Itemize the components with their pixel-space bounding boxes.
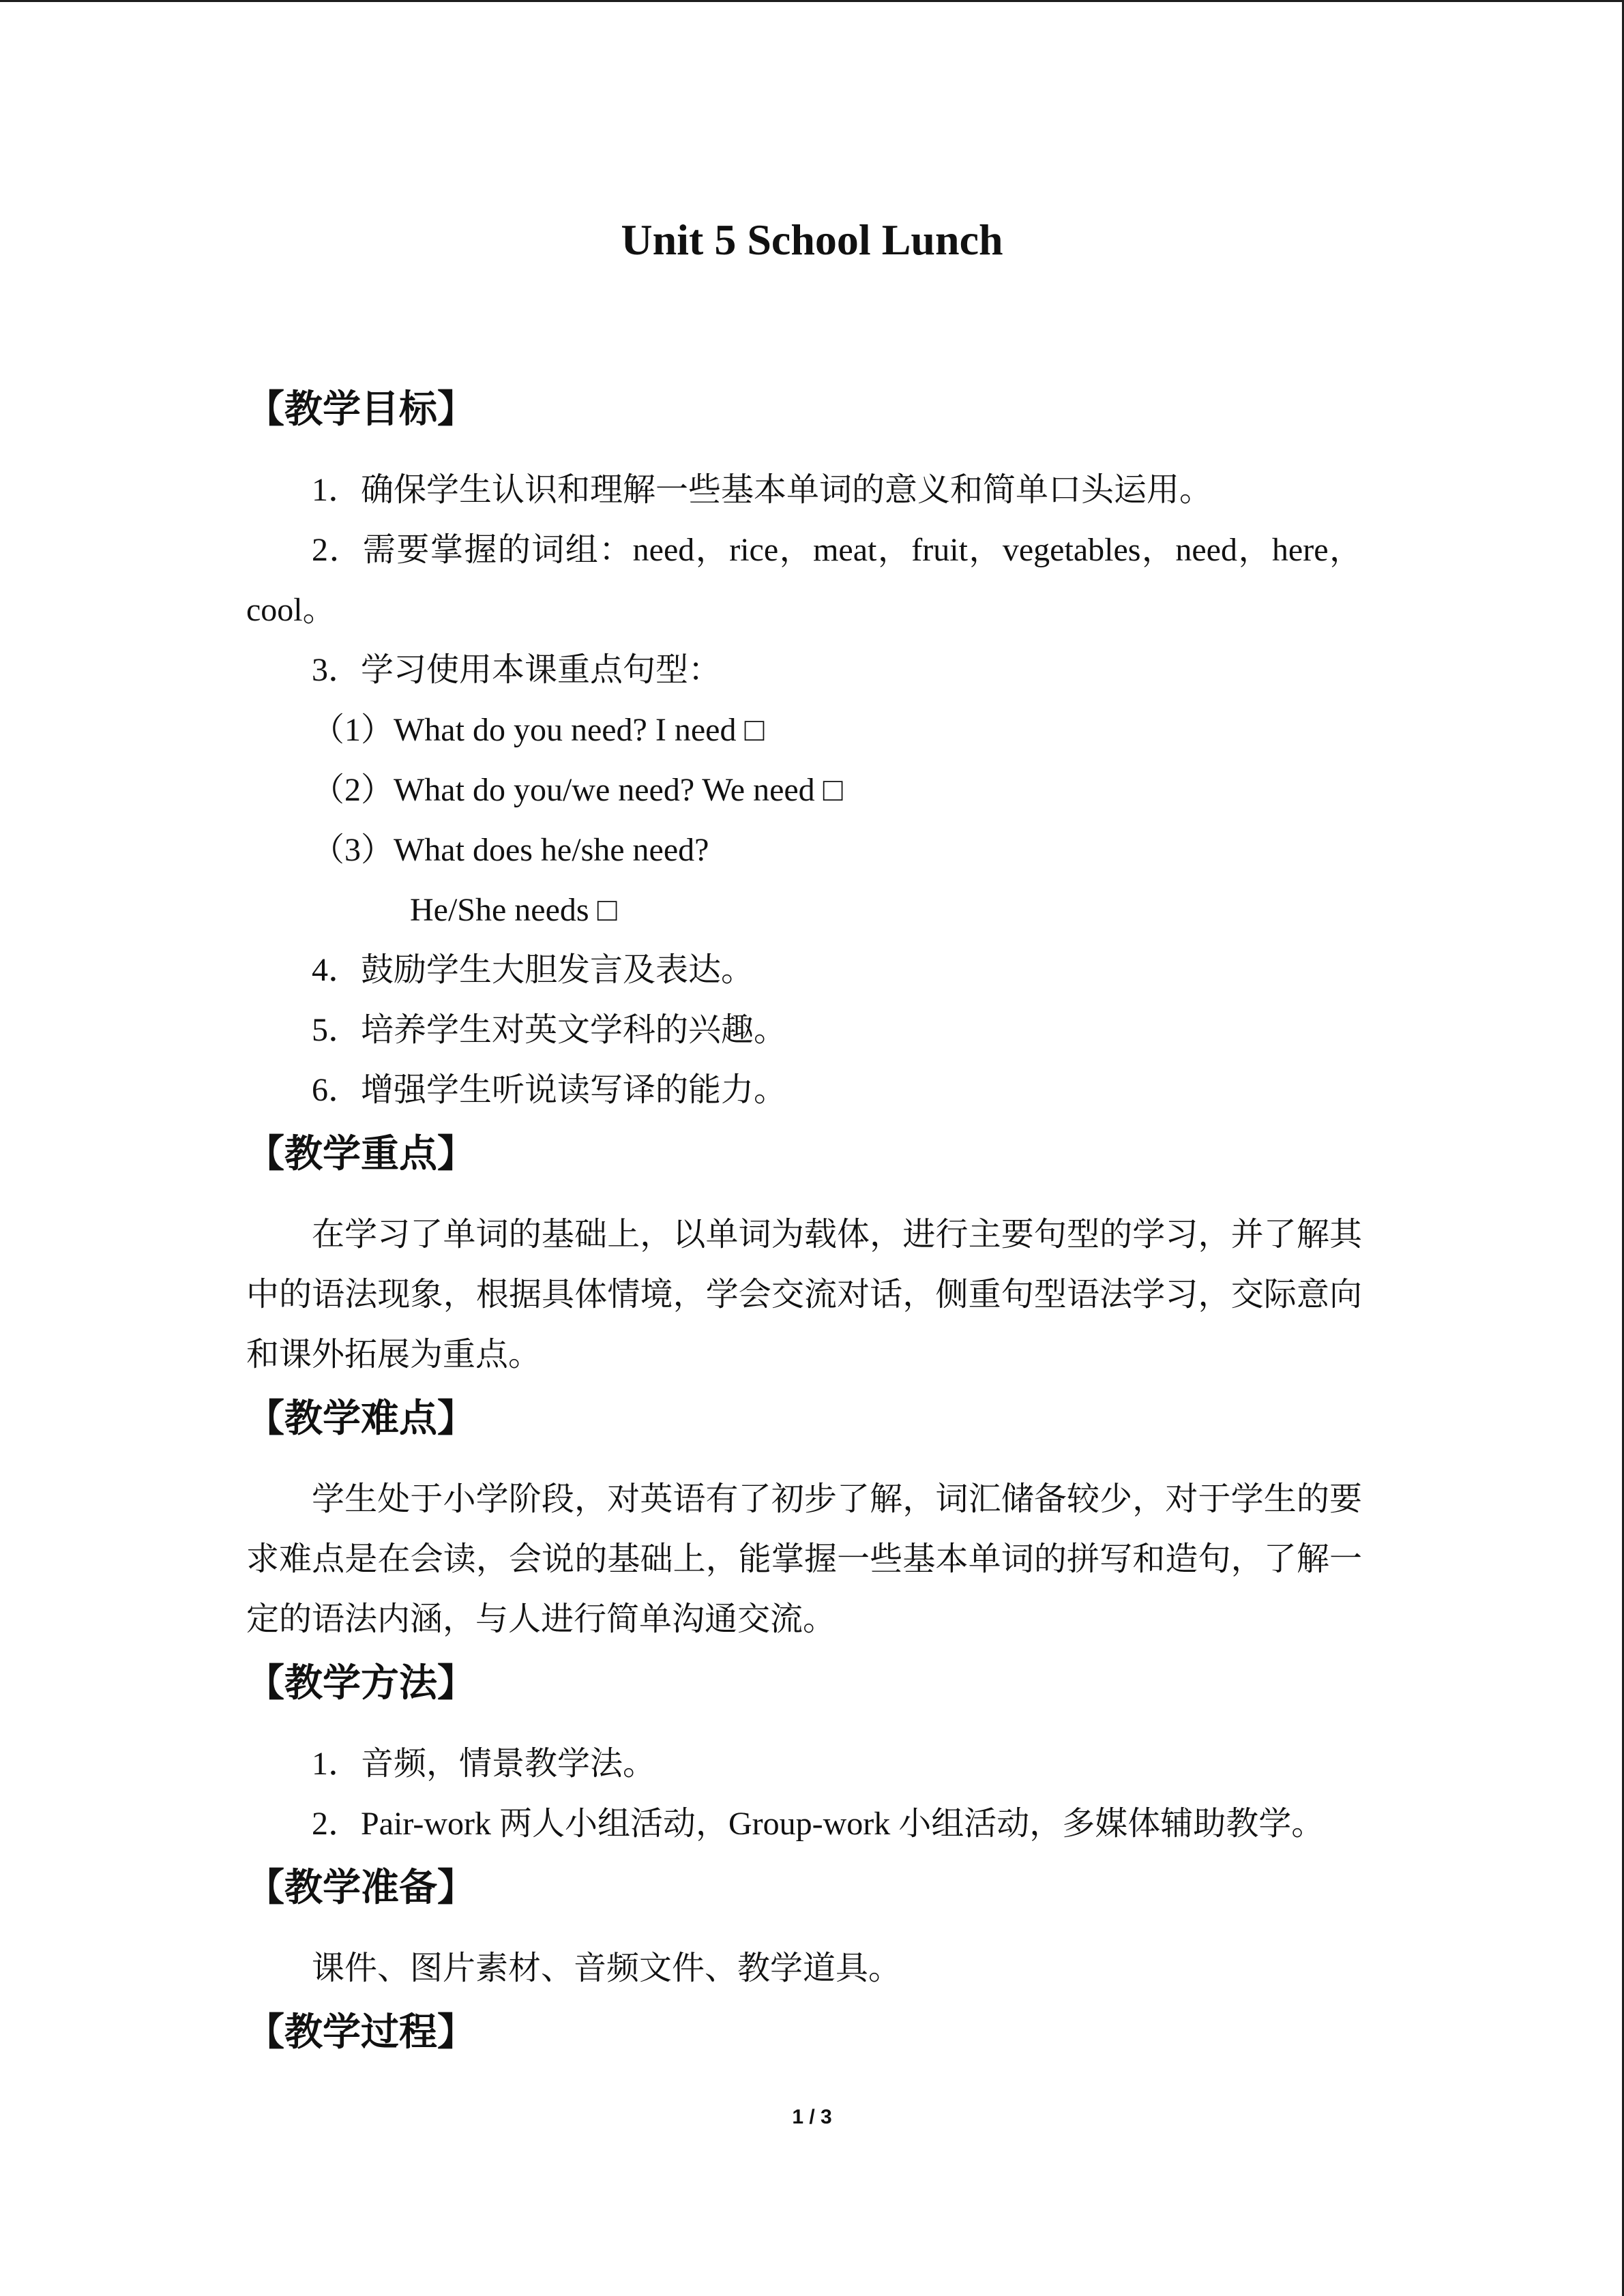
objective-item-1: 1．确保学生认识和理解一些基本单词的意义和简单口头运用。 [312,472,1213,508]
sentence-pattern-2: （2）What do you/we need? We need □ [312,772,843,808]
sentence-pattern-3-answer: He/She needs □ [410,892,617,928]
method-item-1: 1．音频，情景教学法。 [312,1746,656,1782]
method-item-2: 2．Pair-work 两人小组活动，Group-work 小组活动，多媒体辅助教学。 [312,1806,1325,1842]
focus-paragraph-line: 和课外拓展为重点。 [246,1337,542,1373]
objective-item-2-continued: cool。 [246,592,336,628]
heading-teaching-process: 【教学过程】 [246,2012,475,2054]
objective-item-3: 3．学习使用本课重点句型： [312,652,722,688]
objective-item-6: 6．增强学生听说读写译的能力。 [312,1072,787,1108]
sentence-pattern-1: （1）What do you need? I need □ [312,712,765,748]
focus-paragraph-line: 在学习了单词的基础上，以单词为载体，进行主要句型的学习，并了解其 [312,1217,1362,1253]
heading-teaching-methods: 【教学方法】 [246,1663,475,1705]
objective-item-2: 2．需要掌握的词组：need，rice，meat，fruit，vegetables，need，here， [312,532,1362,568]
difficulties-paragraph-line: 求难点是在会读，会说的基础上，能掌握一些基本单词的拼写和造句，了解一 [246,1541,1362,1577]
heading-teaching-preparation: 【教学准备】 [246,1867,475,1909]
sentence-pattern-3: （3）What does he/she need? [312,832,709,868]
objective-item-5: 5．培养学生对英文学科的兴趣。 [312,1012,787,1048]
difficulties-paragraph-line: 定的语法内涵，与人进行简单沟通交流。 [246,1601,836,1637]
page-edge-top [0,0,1624,2]
heading-teaching-difficulties: 【教学难点】 [246,1398,475,1440]
heading-teaching-objectives: 【教学目标】 [246,389,475,431]
document-title: Unit 5 School Lunch [621,215,1003,264]
document-body [246,376,1362,2083]
heading-teaching-focus: 【教学重点】 [246,1133,475,1176]
page-number: 1 / 3 [792,2106,832,2128]
preparation-text: 课件、图片素材、音频文件、教学道具。 [312,1950,902,1986]
difficulties-paragraph-line: 学生处于小学阶段，对英语有了初步了解，词汇储备较少，对于学生的要 [312,1481,1362,1517]
objective-item-4: 4．鼓励学生大胆发言及表达。 [312,952,754,988]
focus-paragraph-line: 中的语法现象，根据具体情境，学会交流对话，侧重句型语法学习，交际意向 [246,1277,1362,1313]
